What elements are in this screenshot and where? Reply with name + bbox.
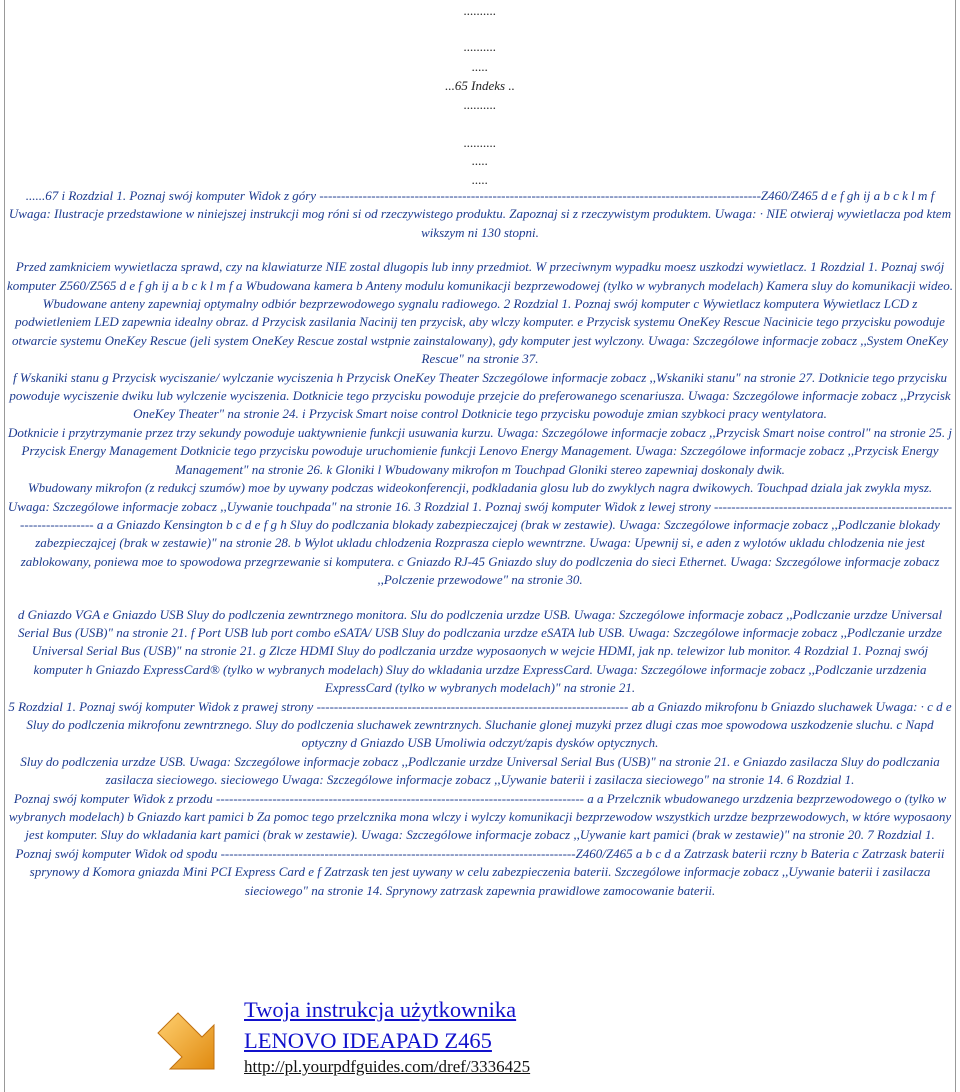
paragraph: Sluy do podlczenia urzdze USB. Uwaga: Szczególowe informacje zobacz ,,Podlczanie urzdze Universal Serial Bus (USB)" na stronie 21. e Gniazdo zasilacza Sluy do podlczania zasilacza sieciowego. sieciowego Uwaga: Szczególowe informacje zobacz ,,Uywanie baterii i zasilacza sieciowego" na stronie 14. 6 Rozdzial 1. — [20, 753, 940, 788]
paragraph: Poznaj swój komputer Widok z przodu ------------------------------------------------------------------------------------- a a Przelcznik wbudowanego urzdzenia bezprzewodowego o (tylko w wybranych modelach) b Gniazdo kart pamici b Za pomoc tego przelcznika mona wlczy i wylczy komunikacji bezprzewodow wszystkich urzdze bezprzewodowych, w które wyposaony jest komputer. Sluy do wkladania kart pamici (brak w zestawie). Uwaga: Szczególowe informacje zobacz ,,Uywanie kart pamici (brak w zestawie)" na stronie 20. 7 Rozdzial 1. Poznaj swój komputer Widok od spodu ----------------------------------------------------------------------------------Z460/Z465 a b c d a Zatrzask baterii rczny b Bateria c Zatrzask baterii sprynowy d Komora gniazda Mini PCI Express Card e f Zatrzask ten jest uywany w celu zabezpieczenia baterii. Szczególowe informacje zobacz ,,Uywanie baterii i zasilacza sieciowego" na stronie 14. Sprynowy zatrzask zapewnia prawidlowe zamocowanie baterii. — [8, 790, 952, 898]
toc-line: ..... — [471, 172, 489, 187]
document-body — [6, 187, 954, 997]
paragraph: d Gniazdo VGA e Gniazdo USB Sluy do podlczenia zewntrznego monitora. Slu do podlczenia urzdze USB. Uwaga: Szczególowe informacje zobacz ,,Podlczanie urzdze Universal Serial Bus (USB)" na stronie 21. f Port USB lub port combo eSATA/ USB Sluy do podlczania urzdze eSATA lub USB. Uwaga: Szczególowe informacje zobacz ,,Podlczanie urzdze Universal Serial Bus (USB)" na stronie 21. g Zlcze HDMI Sluy do podlczania urzdze wyposaonych w wejcie HDMI, jak np. telewizor lub monitor. 4 Rozdzial 1. Poznaj swój komputer h Gniazdo ExpressCard® (tylko w wybranych modelach) Sluy do wkladania urzdze ExpressCard. Uwaga: Szczególowe informacje zobacz ,,Podlczanie urzdzenia ExpressCard (tylko w wybranych modelach)" na stronie 21. — [17, 606, 943, 696]
paragraph: ......67 i Rozdzial 1. Poznaj swój komputer Widok z góry ------------------------------------------------------------------------------------------------------Z460/Z465 d e f gh ij a b c k l m f Uwaga: Ilustracje przedstawione w niniejszej instrukcji mog róni si od rzeczywistego produktu. Zapoznaj si z rzeczywistym produktem. Uwaga: · NIE otwieraj wywietlacza pod ktem wikszym ni 130 stopni. — [8, 188, 952, 240]
paragraph: f Wskaniki stanu g Przycisk wyciszanie/ wylczanie wyciszenia h Przycisk OneKey Theater Szczególowe informacje zobacz ,,Wskaniki stanu" na stronie 27. Dotknicie tego przycisku powoduje wyciszenie dwiku lub wylczenie wyciszenia. Dotknicie tego przycisku powoduje przejcie do preferowanego scenariusza. Uwaga: Szczególowe informacje zobacz ,,Przycisk OneKey Theater" na stronie 24. i Przycisk Smart noise control Dotknicie tego przycisku powoduje zmian szybkoci pracy wentylatora. — [9, 369, 951, 422]
paragraph: Dotknicie i przytrzymanie przez trzy sekundy powoduje uaktywnienie funkcji usuwania kurzu. Uwaga: Szczególowe informacje zobacz ,,Przycisk Smart noise control" na stronie 25. j Przycisk Energy Management Dotknicie tego przycisku powoduje uruchomienie funkcji Lenovo Energy Management. Uwaga: Szczególowe informacje zobacz ,,Przycisk Energy Management" na stronie 26. k Gloniki l Wbudowany mikrofon m Touchpad Gloniki stereo zapewniaj doskonaly dwik. — [8, 424, 952, 477]
paragraph: 5 Rozdzial 1. Poznaj swój komputer Widok z prawej strony ------------------------------------------------------------------------ ab a Gniazdo mikrofonu b Gniazdo sluchawek Uwaga: · c d e Sluy do podlczenia mikrofonu zewntrznego. Sluy do podlczenia sluchawek zewntrznych. Sluchanie glonej muzyki przez dlugi czas moe spowodowa uszkodzenie sluchu. c Napd optyczny d Gniazdo USB Umoliwia odczyt/zapis dysków optycznych. — [8, 698, 952, 751]
manual-link[interactable]: Twoja instrukcja użytkownika — [244, 997, 517, 1022]
toc-line: .......... — [463, 97, 497, 112]
url-link[interactable]: http://pl.yourpdfguides.com/dref/3336425 — [244, 1057, 531, 1076]
toc-line: .......... — [463, 135, 497, 150]
promo-block — [244, 994, 530, 1078]
toc-line-index: ...65 Indeks .. — [445, 78, 515, 93]
product-link[interactable]: LENOVO IDEAPAD Z465 — [244, 1028, 492, 1053]
toc-line: .......... — [463, 3, 497, 18]
arrow-icon — [148, 995, 232, 1079]
paragraph: Wbudowany mikrofon (z redukcj szumów) moe by uywany podczas wideokonferencji, podkladania glosu lub do zwyklych nagra dwikowych. Touchpad dziala jak zwykla mysz. Uwaga: Szczególowe informacje zobacz ,,Uywanie touchpada" na stronie 16. 3 Rozdzial 1. Poznaj swój komputer Widok z lewej strony ------------------------------------------------------------------------ a a Gniazdo Kensington b c d e f g h Sluy do podlczania blokady zabezpieczajcej (brak w zestawie). Uwaga: Szczególowe informacje zobacz ,,Podlczanie blokady zabezpieczajcej (brak w zestawie)" na stronie 28. b Wylot ukladu chlodzenia Rozprasza cieplo wewntrzne. Uwaga: Upewnij si, e aden z wylotów ukladu chlodzenia nie jest zablokowany, poniewa moe to spowodowa przegrzewanie si komputera. c Gniazdo RJ-45 Gniazdo sluy do podlczenia do sieci Ethernet. Uwaga: Szczególowe informacje zobacz ,,Polczenie przewodowe" na stronie 30. — [7, 480, 953, 588]
toc-line: ..... — [471, 153, 489, 168]
paragraph: Przed zamkniciem wywietlacza sprawd, czy na klawiaturze NIE zostal dlugopis lub inny przedmiot. W przeciwnym wypadku moesz uszkodzi wywietlacz. 1 Rozdzial 1. Poznaj swój komputer Z560/Z565 d e f gh ij a b c k l m f a Wbudowana kamera b Anteny modulu komunikacji bezprzewodowej (tylko w wybranych modelach) Kamera sluy do komunikacji wideo. Wbudowane anteny zapewniaj optymalny odbiór bezprzewodowego sygnalu radiowego. 2 Rozdzial 1. Poznaj swój komputer c Wywietlacz komputera Wywietlacz LCD z podwietleniem LED zapewnia idealny obraz. d Przycisk zasilania Nacinij ten przycisk, aby wlczy komputer. e Przycisk systemu OneKey Rescue Nacinicie tego przycisku powoduje otwarcie systemu OneKey Rescue (jeli system OneKey Rescue zostal wstpnie zainstalowany), gdy komputer jest wylczony. Uwaga: Szczególowe informacje zobacz ,,System OneKey Rescue" na stronie 37. — [6, 259, 954, 367]
toc-line: .......... — [463, 39, 497, 54]
toc-line: ..... — [471, 59, 489, 74]
